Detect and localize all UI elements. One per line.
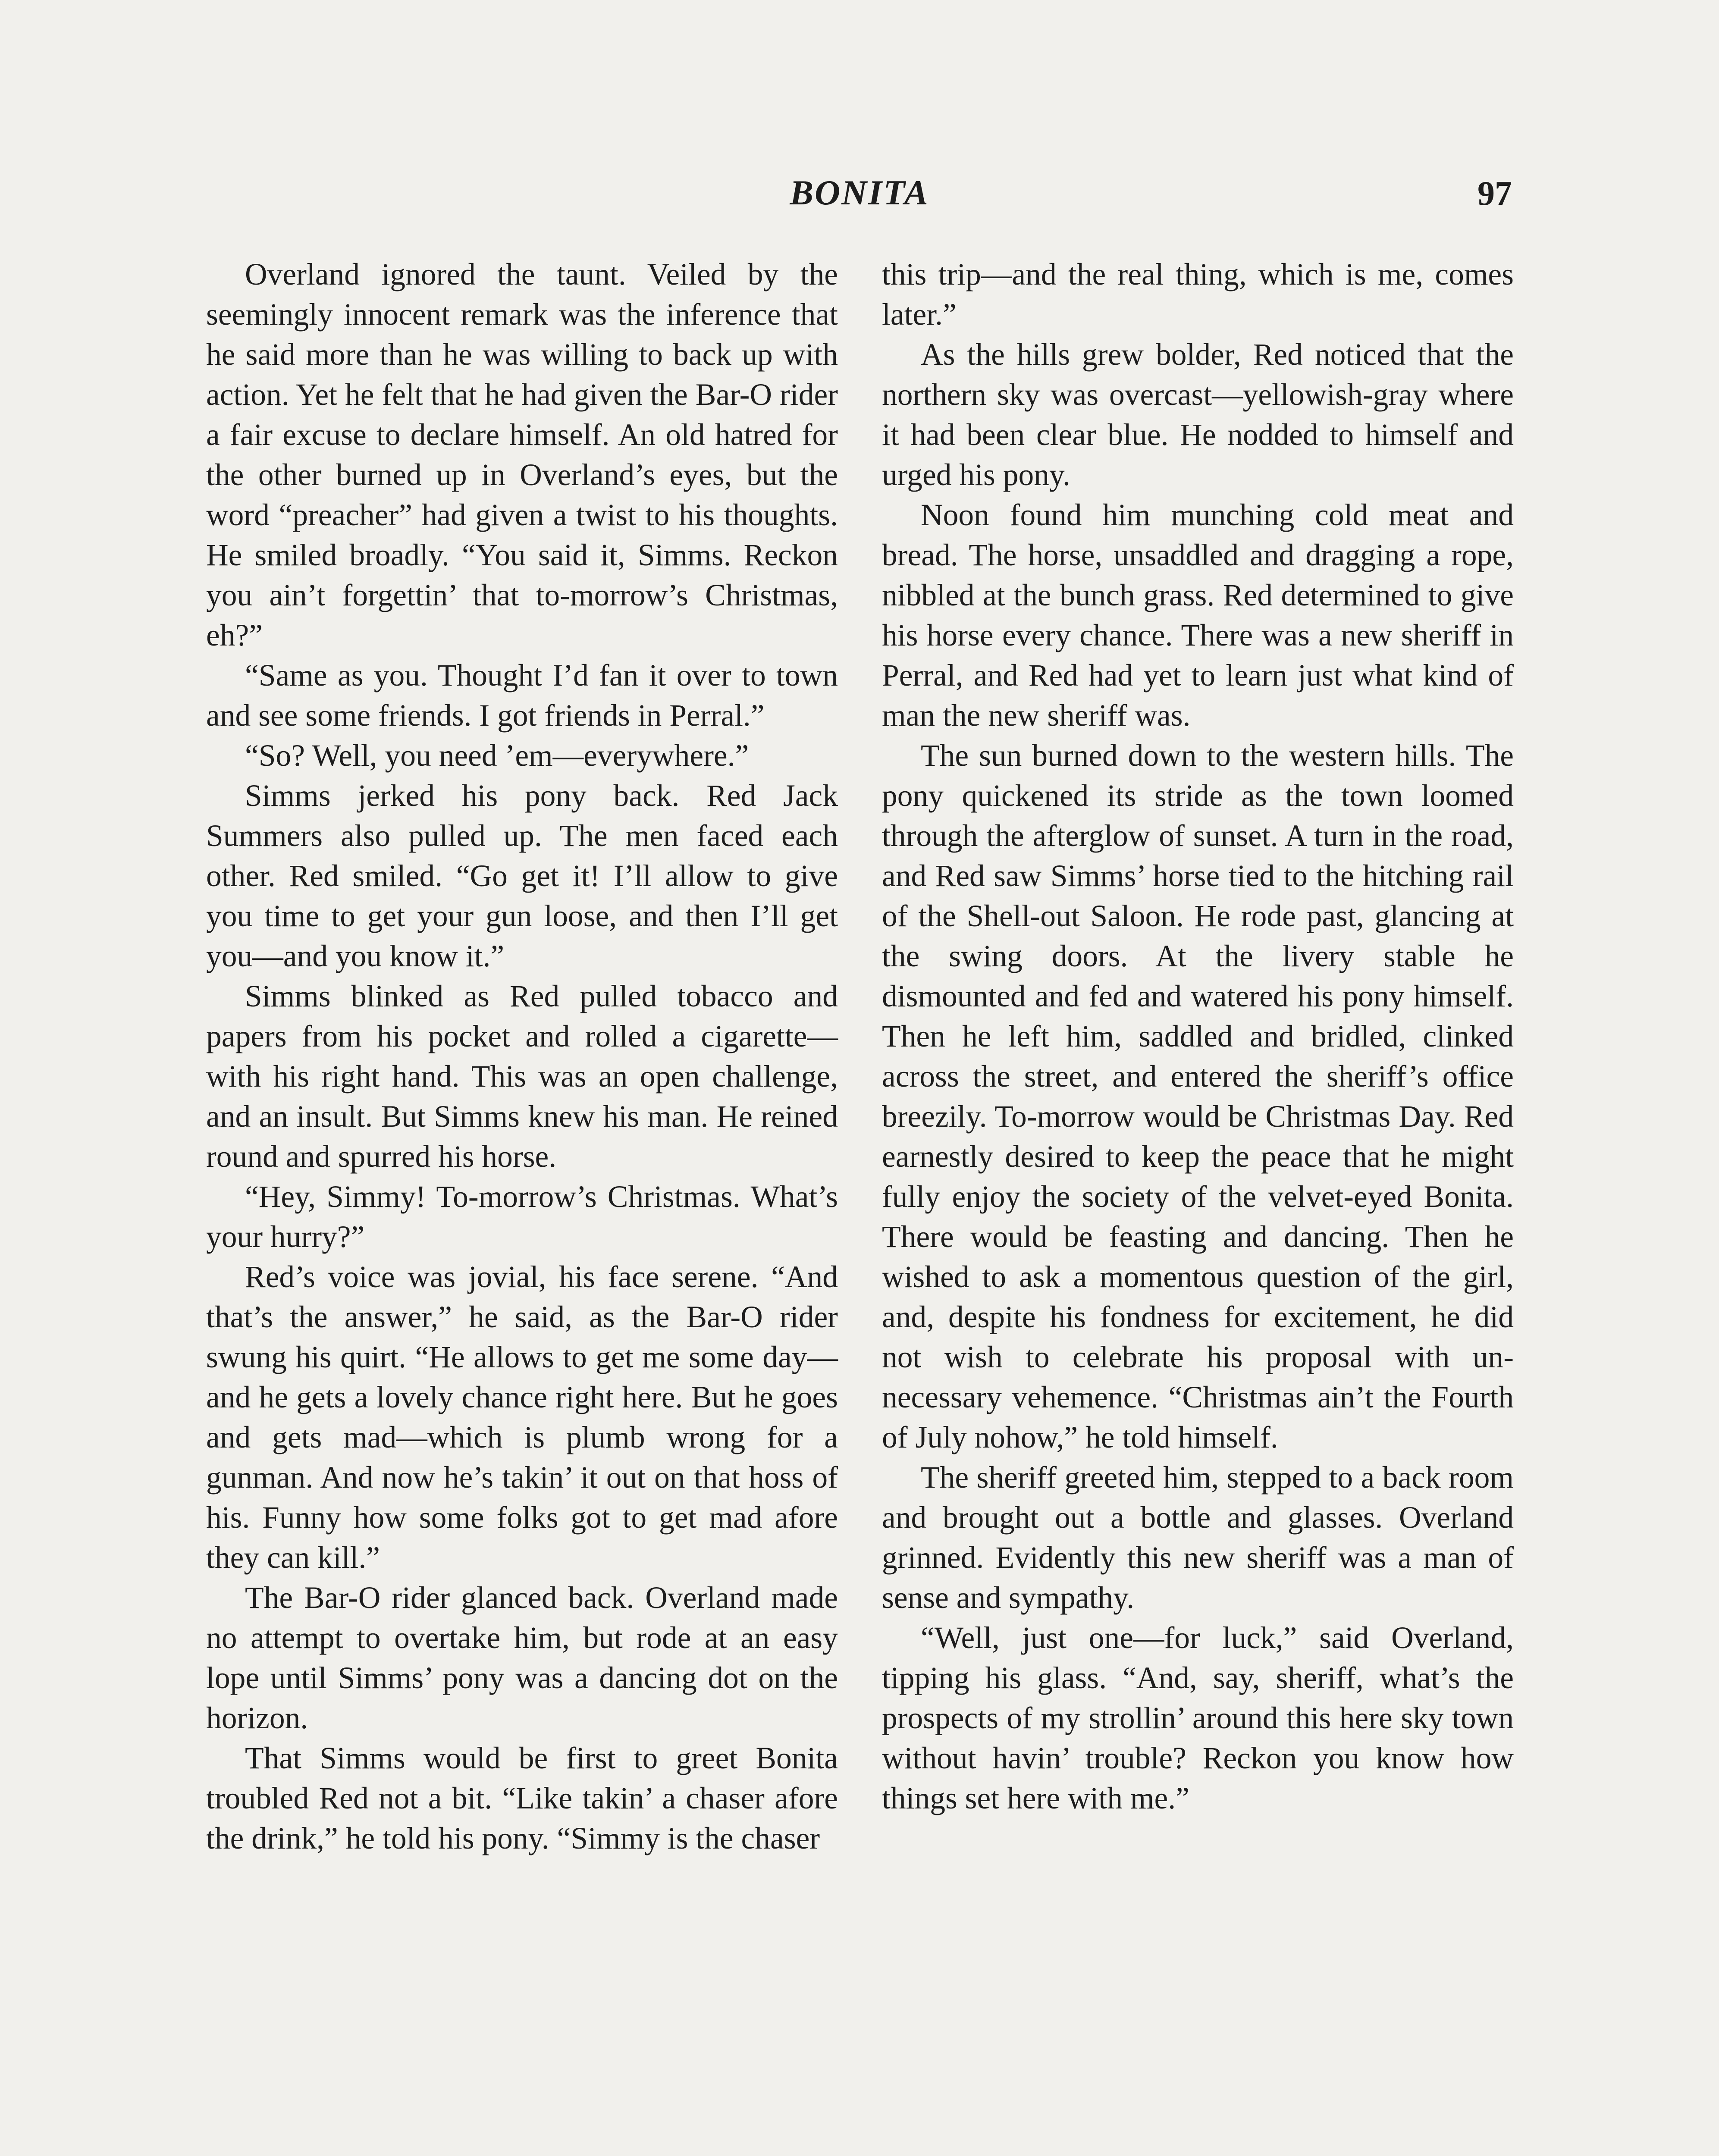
continued-paragraph: this trip—and the real thing, which is me, comes later.”: [882, 257, 1514, 332]
paragraph: The Bar-O rider glanced back. Overland made no attempt to overtake him, but rode at an easy lope until Simms’ pony was a dancing dot on the horizon.: [206, 1581, 838, 1735]
paragraph: Simms jerked his pony back. Red Jack Summers also pulled up. The men faced each other. Red smiled. “Go get it! I’ll allow to give you time to get your gun loose, and then I’ll get you—and you know it.”: [206, 779, 838, 973]
paragraph: “So? Well, you need ’em—everywhere.”: [245, 739, 749, 773]
page-header: [0, 172, 1719, 220]
paragraph: As the hills grew bolder, Red noticed that the northern sky was overcast—yellowish-gray where it had been clear blue. He nodded to himself and urged his pony.: [882, 338, 1514, 492]
paragraph: “Well, just one—for luck,” said Overland, tipping his glass. “And, say, sheriff, what’s the prospects of my strollin’ around this here sky town without havin’ trouble? Reckon you know how things set here with me.”: [882, 1621, 1514, 1815]
paragraph: The sun burned down to the western hills. The pony quickened its stride as the town loomed through the afterglow of sunset. A turn in the road, and Red saw Simms’ horse tied to the hitching rail of the Shell-out Saloon. He rode past, glancing at the swing doors. At the livery stable he dismounted and fed and watered his pony himself. Then he left him, saddled and bridled, clinked across the street, and entered the sheriff’s office breezily. To-morrow would be Christmas Day. Red earnestly desired to keep the peace that he might fully enjoy the society of the velvet-eyed Bonita. There would be feasting and dancing. Then he wished to ask a momentous question of the girl, and, despite his fondness for excitement, he did not wish to celebrate his proposal with unnecessary vehemence. “Christmas ain’t the Fourth of July nohow,” he told himself.: [882, 739, 1514, 1454]
paragraph: Overland ignored the taunt. Veiled by the seemingly innocent remark was the inference that he said more than he was willing to back up with action. Yet he felt that he had given the Bar-O rider a fair excuse to declare himself. An old hatred for the other burned up in Overland’s eyes, but the word “preacher” had given a twist to his thoughts. He smiled broadly. “You said it, Simms. Reckon you ain’t forgettin’ that to-morrow’s Christmas, eh?”: [206, 257, 838, 652]
paragraph: Red’s voice was jovial, his face serene. “And that’s the answer,” he said, as the Bar-O rider swung his quirt. “He allows to get me some day—and he gets a lovely chance right here. But he goes and gets mad—which is plumb wrong for a gunman. And now he’s takin’ it out on that hoss of his. Funny how some folks got to get mad afore they can kill.”: [206, 1260, 838, 1575]
page-number: 97: [1477, 175, 1512, 213]
right-column: [882, 254, 1514, 1818]
paragraph: Simms blinked as Red pulled tobacco and papers from his pocket and rolled a cigarette—with his right hand. This was an open challenge, and an insult. But Simms knew his man. He reined round and spurred his horse.: [206, 979, 838, 1174]
paragraph: “Hey, Simmy! To-morrow’s Christmas. What’s your hurry?”: [206, 1180, 838, 1254]
left-column: [206, 254, 838, 1858]
paragraph: “Same as you. Thought I’d fan it over to town and see some friends. I got friends in Perral.”: [206, 658, 838, 733]
paragraph: The sheriff greeted him, stepped to a back room and brought out a bottle and glasses. Overland grinned. Evidently this new sheriff was a man of sense and sympathy.: [882, 1460, 1514, 1615]
paragraph: That Simms would be first to greet Bonita troubled Red not a bit. “Like takin’ a chaser afore the drink,” he told his pony. “Simmy is the chaser: [206, 1741, 838, 1855]
running-title: BONITA: [790, 173, 929, 212]
paragraph: Noon found him munching cold meat and bread. The horse, unsaddled and dragging a rope, nibbled at the bunch grass. Red determined to give his horse every chance. There was a new sheriff in Perral, and Red had yet to learn just what kind of man the new sheriff was.: [882, 498, 1514, 733]
